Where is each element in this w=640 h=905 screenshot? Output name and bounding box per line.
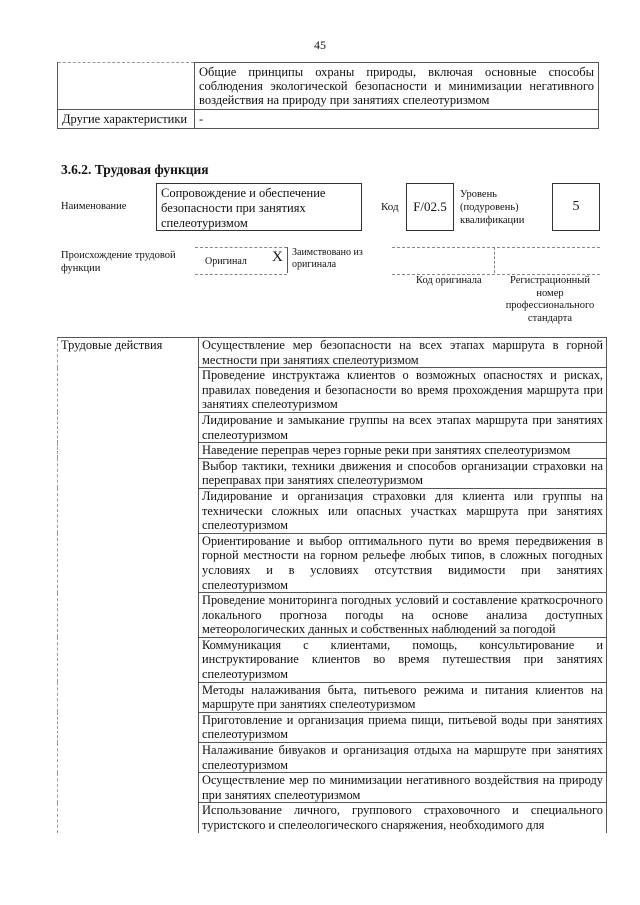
origin-label: Происхождение трудовой функции [61,250,176,274]
labor-action-item: Приготовление и организация приема пищи, питьевой воды при занятиях спелеотуризмом [199,712,607,742]
table-row [58,63,599,110]
labor-action-item: Осуществление мер безопасности на всех этапах маршрута в горной местности при занятиях спелеотуризмом [199,338,607,368]
labor-action-item: Проведение мониторинга погодных условий и составление краткосрочного локального прогноза погоды на основе анализа доступных метеорологических данных и собственных наблюдений за погодой [199,593,607,638]
code-value: F/02.5 [406,183,454,231]
row-label [58,63,195,110]
labor-action-item: Осуществление мер по минимизации негативного воздействия на природу при занятиях спелеотуризмом [199,773,607,803]
origin-divider [287,247,288,273]
level-label: Уровень (подуровень) квалификации [460,189,525,226]
labor-action-item: Лидирование и организация страховки для клиента или группы на технически сложных или опасных участках маршрута при занятиях спелеотуризмом [199,488,607,533]
table-row [58,110,599,129]
labor-action-item: Использование личного, группового страховочного и специального туристского и спелеологического снаряжения, необходимого для [199,803,607,833]
top-table [57,62,599,129]
labor-action-item: Коммуникация с клиентами, помощь, консультирование и инструктирование клиентов во время путешествия при занятиях спелеотуризмом [199,637,607,682]
labor-action-item: Наведение переправ через горные реки при занятиях спелеотуризмом [199,443,607,459]
row-label: Другие характеристики [58,110,195,129]
labor-action-item: Лидирование и замыкание группы на всех этапах маршрута при занятиях спелеотуризмом [199,412,607,442]
origin-fields-divider [494,247,495,273]
labor-action-item: Проведение инструктажа клиентов о возможных опасностях и рисках, правилах поведения и безопасности во время прохождения маршрута при занятиях спелеотуризмом [199,368,607,413]
function-name: Сопровождение и обеспечение безопасности при занятиях спелеотуризмом [156,183,362,231]
page-number: 45 [314,38,326,52]
labor-action-item: Ориентирование и выбор оптимального пути во время передвижения в горной местности на горном рельефе любых типов, в сложных погодных условиях и в условиях отсутствия видимости при занятиях спелеотуризмом [199,533,607,592]
section-title: 3.6.2. Трудовая функция [61,162,209,177]
level-value: 5 [552,183,600,231]
labor-action-item: Налаживание бивуаков и организация отдыха на маршруте при занятиях спелеотуризмом [199,743,607,773]
origin-fields [392,247,600,275]
labor-action-item: Выбор тактики, техники движения и способов организации страховки на переправах при занятиях спелеотуризмом [199,458,607,488]
table-row [58,338,607,368]
name-label: Наименование [61,201,127,212]
original-label: Оригинал [205,256,247,267]
labor-action-item: Методы налаживания быта, питьевого режима и питания клиентов на маршруте при занятиях спелеотуризмом [199,682,607,712]
row-text: - [195,110,599,129]
original-mark: X [272,249,283,265]
labor-actions-label: Трудовые действия [58,338,199,833]
labor-actions-table [57,337,607,833]
reg-number-label: Регистрационный номер профессионального стандарта [505,275,595,324]
code-label: Код [381,201,399,213]
code-original-label: Код оригинала [416,275,482,286]
row-text: Общие принципы охраны природы, включая основные способы соблюдения экологической безопасности и минимизации негативного воздействия на природу при занятиях спелеотуризмом [195,63,599,110]
borrowed-label: Заимствовано из оригинала [292,247,363,270]
